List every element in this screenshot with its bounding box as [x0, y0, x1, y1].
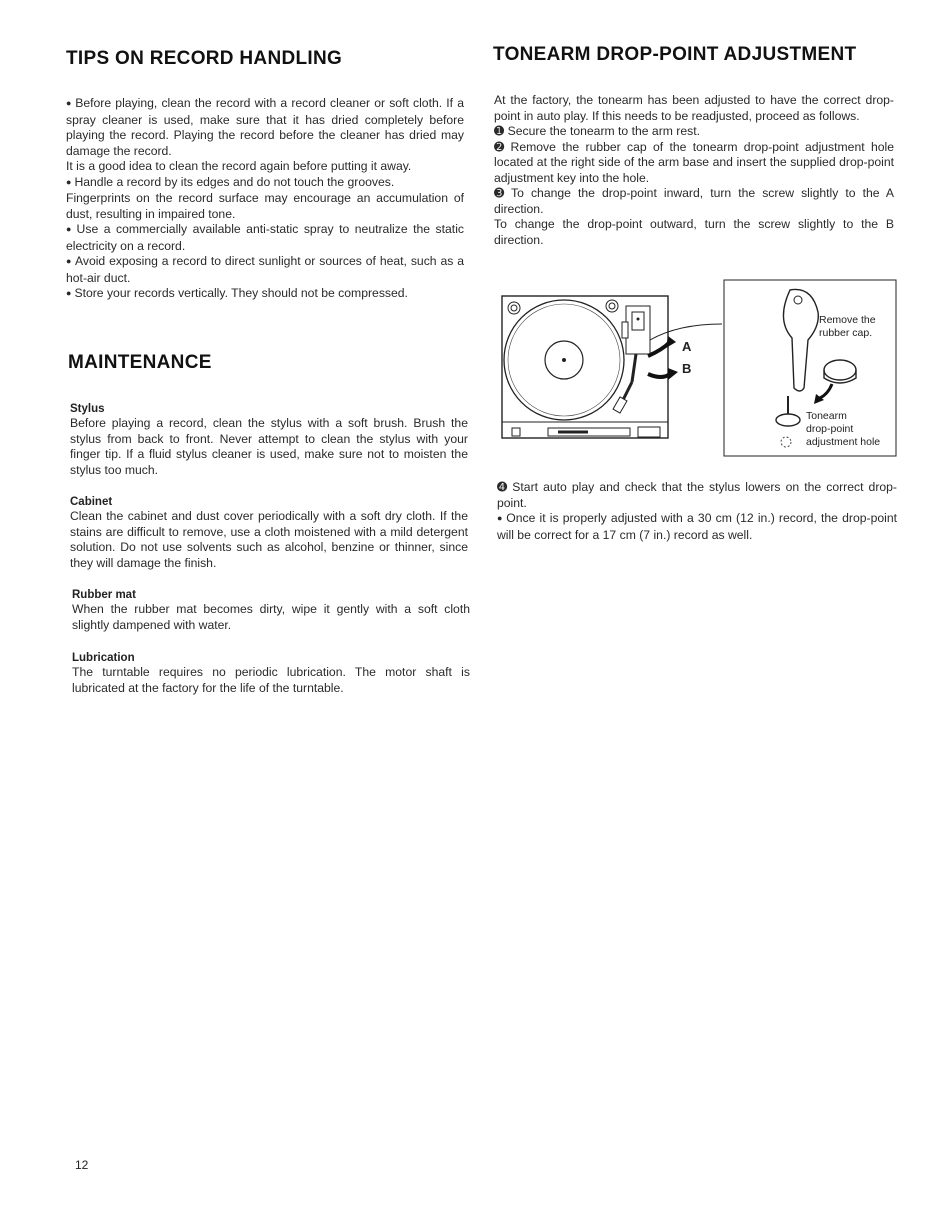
- note-item: ● Once it is properly adjusted with a 30 cm (12 in.) record, the drop-point will be correct for a 17 cm (7 in.) record as well.: [497, 511, 897, 543]
- lubrication-heading: Lubrication: [72, 652, 135, 664]
- step-item: ➊ Secure the tonearm to the arm rest.: [494, 124, 700, 138]
- final-steps: [497, 480, 897, 543]
- cabinet-text: Clean the cabinet and dust cover periodically with a soft dry cloth. If the stains are difficult to remove, use a cloth moistened with a mild detergent solution. Do not use solvents such as alcohol, benzine or thinner, since they will damage the finish.: [70, 509, 468, 570]
- tip-item: ● Use a commercially available anti-static spray to neutralize the static electricity on a record.: [66, 222, 464, 254]
- cabinet-heading: Cabinet: [70, 496, 113, 508]
- tip-item: ● Store your records vertically. They should not be compressed.: [66, 286, 464, 303]
- tips-title: TIPS ON RECORD HANDLING: [66, 48, 343, 69]
- step-item: ➌ To change the drop-point inward, turn the screw slightly to the A direction.: [494, 186, 895, 216]
- tip-item: ● Before playing, clean the record with a record cleaner or soft cloth. If a spray cleaner is used, make sure that it has dried completely before playing the record. Playing the record before the cleaner has dried may damage the record.: [66, 96, 464, 159]
- tip-item: ● Avoid exposing a record to direct sunlight or sources of heat, such as a hot-air duct.: [66, 254, 464, 286]
- lubrication-text: The turntable requires no periodic lubrication. The motor shaft is lubricated at the factory for the life of the turntable.: [72, 665, 470, 695]
- outward-text: To change the drop-point outward, turn the screw slightly to the B direction.: [494, 217, 894, 247]
- tonearm-instructions: [494, 93, 894, 248]
- intro-text: At the factory, the tonearm has been adjusted to have the correct drop-point in auto play. If this needs to be readjusted, proceed as follows.: [494, 93, 894, 123]
- stylus-text: Before playing a record, clean the stylus with a soft brush. Brush the stylus from back to front. Never attempt to clean the stylus with your finger tip. If a fluid stylus cleaner is used, make sure not to moisten the stylus too much.: [70, 416, 468, 477]
- tip-item: Fingerprints on the record surface may encourage an accumulation of dust, resulting in impaired tone.: [66, 191, 464, 221]
- rubber-mat-text: When the rubber mat becomes dirty, wipe it gently with a soft cloth slightly dampened with water.: [72, 602, 470, 632]
- rubber-mat-heading: Rubber mat: [72, 589, 136, 601]
- step-item: ➋ Remove the rubber cap of the tonearm drop-point adjustment hole located at the right side of the arm base and insert the supplied drop-point adjustment key into the hole.: [494, 139, 894, 185]
- page-number: 12: [75, 1158, 89, 1172]
- stylus-heading: Stylus: [70, 403, 105, 415]
- tonearm-title: TONEARM DROP-POINT ADJUSTMENT: [493, 44, 857, 65]
- label-b: B: [682, 361, 692, 376]
- turntable-figure: [498, 274, 900, 462]
- callout-adjustment-hole: Tonearm drop-point adjustment hole: [806, 410, 881, 448]
- tip-item: ● Handle a record by its edges and do not touch the grooves.: [66, 175, 464, 192]
- step-item: ➍ Start auto play and check that the stylus lowers on the correct drop-point.: [497, 480, 897, 510]
- tip-item: It is a good idea to clean the record again before putting it away.: [66, 159, 412, 173]
- tips-list: [66, 96, 464, 303]
- callout-remove-cap: Remove the rubber cap.: [819, 314, 876, 339]
- label-a: A: [682, 339, 692, 354]
- maintenance-title: MAINTENANCE: [68, 352, 212, 373]
